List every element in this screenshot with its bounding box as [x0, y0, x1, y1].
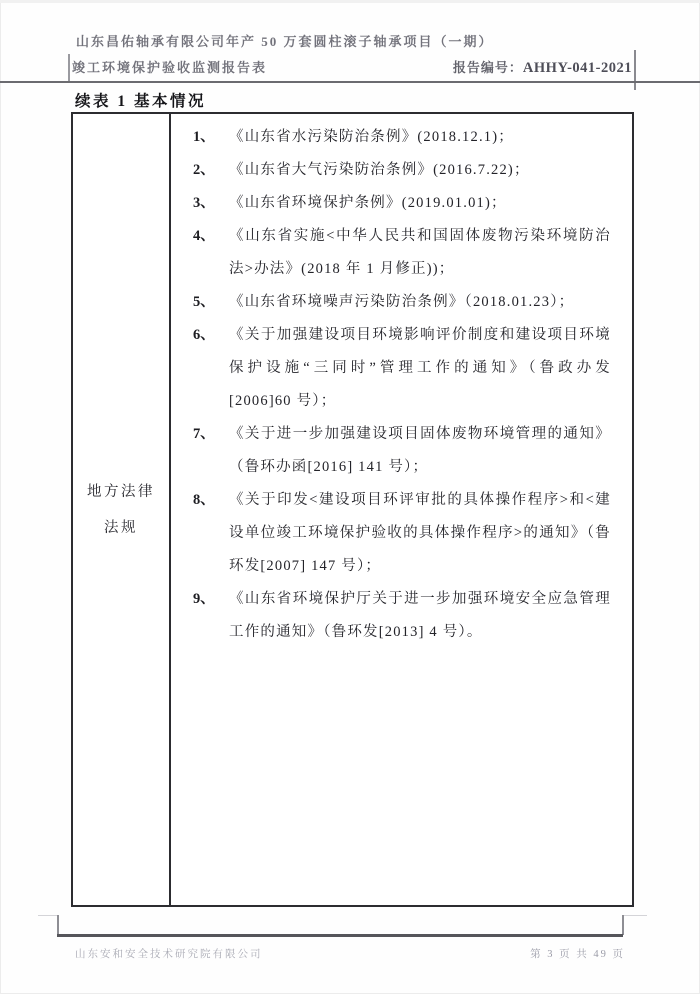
footer-page-info: 第 3 页 共 49 页	[530, 949, 625, 960]
item-number: 5、	[193, 294, 215, 310]
regulation-list-item	[193, 484, 611, 583]
header-row2	[72, 57, 632, 77]
item-text: 《山东省环境保护厅关于进一步加强环境安全应急管理工作的通知》（鲁环发[2013] 4 号）。	[229, 591, 611, 640]
item-text: 《山东省大气污染防治条例》(2016.7.22)；	[229, 162, 530, 178]
table-row-label: 地方法律法规	[73, 114, 171, 905]
item-number: 2、	[193, 162, 215, 178]
item-number: 4、	[193, 228, 215, 244]
item-text: 《关于加强建设项目环境影响评价制度和建设项目环境保护设施“三同时”管理工作的通知》（鲁政办发[2006]60 号）；	[229, 327, 611, 409]
section-title: 续表 1 基本情况	[75, 93, 207, 110]
regulation-list-item	[193, 286, 611, 319]
item-number: 3、	[193, 195, 215, 211]
regulation-list-item	[193, 154, 611, 187]
item-text: 《山东省环境保护条例》(2019.01.01)；	[229, 195, 507, 211]
footer-separator-line	[57, 934, 623, 937]
regulation-list	[171, 114, 632, 905]
item-number: 7、	[193, 426, 215, 442]
header-border-tick-right	[634, 50, 636, 90]
report-number-value: AHHY-041-2021	[522, 60, 632, 76]
regulation-list-item	[193, 319, 611, 418]
item-number: 6、	[193, 327, 215, 343]
regulation-list-item	[193, 583, 611, 649]
header-report-number	[453, 57, 632, 77]
regulation-list-item	[193, 220, 611, 286]
footer-border-faint-right	[623, 915, 647, 916]
item-text: 《山东省实施<中华人民共和国固体废物污染环境防治法>办法》(2018 年 1 月修正))；	[229, 228, 611, 277]
footer-border-faint-left	[38, 915, 57, 916]
footer-border-tick-right	[622, 915, 624, 935]
footer-border-tick-left	[57, 915, 59, 935]
regulation-list-item	[193, 187, 611, 220]
item-text: 《关于印发<建设项目环评审批的具体操作程序>和<建设单位竣工环境保护验收的具体操作程序>的通知》（鲁环发[2007] 147 号）；	[229, 492, 611, 574]
basic-info-table	[71, 112, 634, 907]
item-text: 《山东省水污染防治条例》(2018.12.1)；	[229, 129, 514, 145]
item-text: 《关于进一步加强建设项目固体废物环境管理的通知》（鲁环办函[2016] 141 号）；	[229, 426, 611, 475]
footer-company: 山东安和安全技术研究院有限公司	[75, 949, 263, 960]
footer	[75, 946, 625, 961]
page-edge-artifact	[0, 0, 700, 3]
item-number: 1、	[193, 129, 215, 145]
header-project-title: 山东昌佑轴承有限公司年产 50 万套圆柱滚子轴承项目（一期）	[76, 34, 494, 49]
header-border-tick-left	[68, 54, 70, 82]
item-number: 8、	[193, 492, 215, 508]
header-separator-line	[0, 81, 700, 83]
regulation-list-item	[193, 121, 611, 154]
header-report-type: 竣工环境保护验收监测报告表	[72, 60, 268, 75]
item-text: 《山东省环境噪声污染防治条例》（2018.01.23）；	[229, 294, 575, 310]
report-number-label: 报告编号：	[452, 60, 523, 75]
regulation-list-item	[193, 418, 611, 484]
item-number: 9、	[193, 591, 215, 607]
